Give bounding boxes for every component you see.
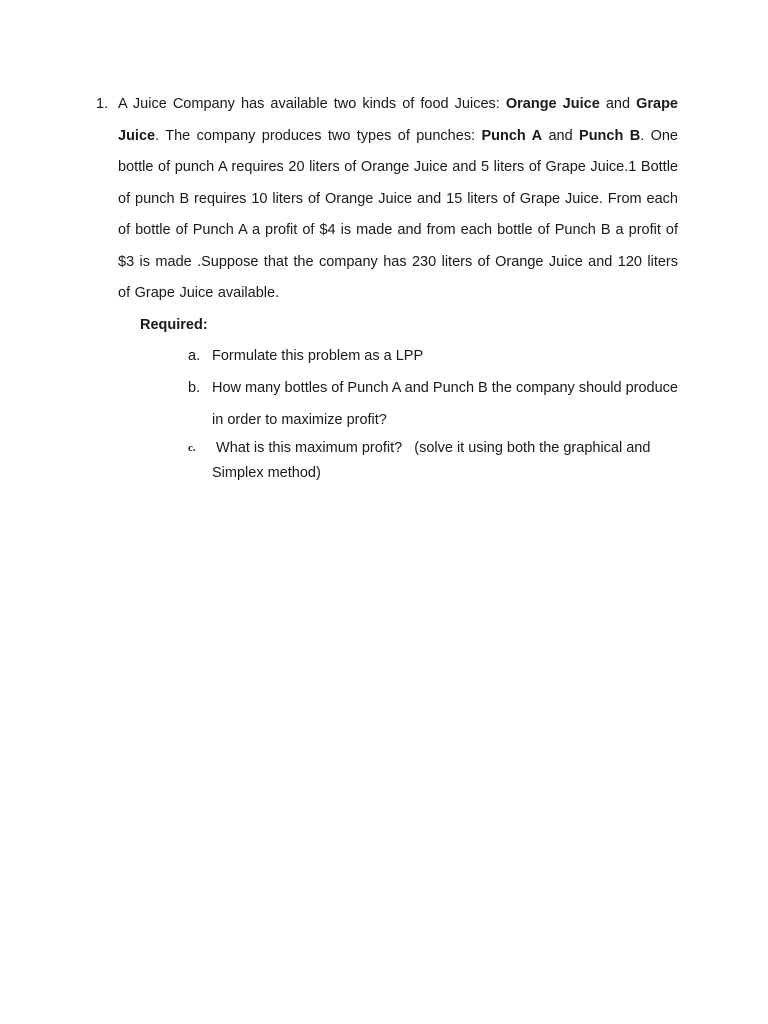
question-text xyxy=(118,89,678,310)
sub-question-letter: c. xyxy=(188,442,196,454)
sub-question-a xyxy=(188,341,678,373)
question-text-part: . The company produces two types of punches: xyxy=(155,127,482,144)
bold-term-punch-b: Punch B xyxy=(579,127,641,144)
bold-term-orange-juice: Orange Juice xyxy=(505,96,600,112)
question-text-part: and xyxy=(542,127,580,144)
sub-question-text: How many bottles of Punch A and Punch B the company should produce in order to maximize profit? xyxy=(212,380,678,428)
sub-question-text: What is this maximum profit? (solve it using both the graphical and Simplex method) xyxy=(212,440,655,481)
sub-question-c xyxy=(188,436,678,486)
question-1 xyxy=(96,89,678,310)
sub-question-letter: a. xyxy=(188,348,201,364)
question-number: 1. xyxy=(96,96,109,112)
bold-term-punch-a: Punch A xyxy=(481,127,543,144)
sub-question-b xyxy=(188,373,678,436)
question-text-part: A Juice Company has available two kinds of food Juices: xyxy=(118,96,506,112)
sub-question-text: Formulate this problem as a LPP xyxy=(212,348,424,364)
question-text-part: . One bottle of punch A requires 20 liters of Orange Juice and 5 liters of Grape Juice.1 Bottle of punch B requires 10 liters of Orange Juice and 15 liters of Grape Juice. From each of bottle of Punch A a profit of $4 is made and from each bottle of Punch B a profit of $3 is made .Suppose that the company has 230 liters of Orange Juice and 120 liters of Grape Juice available. xyxy=(118,127,678,301)
bold-term-grape-juice: Grape Juice xyxy=(118,96,678,144)
sub-question-letter: b. xyxy=(188,380,201,396)
required-heading: Required: xyxy=(140,317,208,333)
question-text-part: and xyxy=(599,96,637,112)
